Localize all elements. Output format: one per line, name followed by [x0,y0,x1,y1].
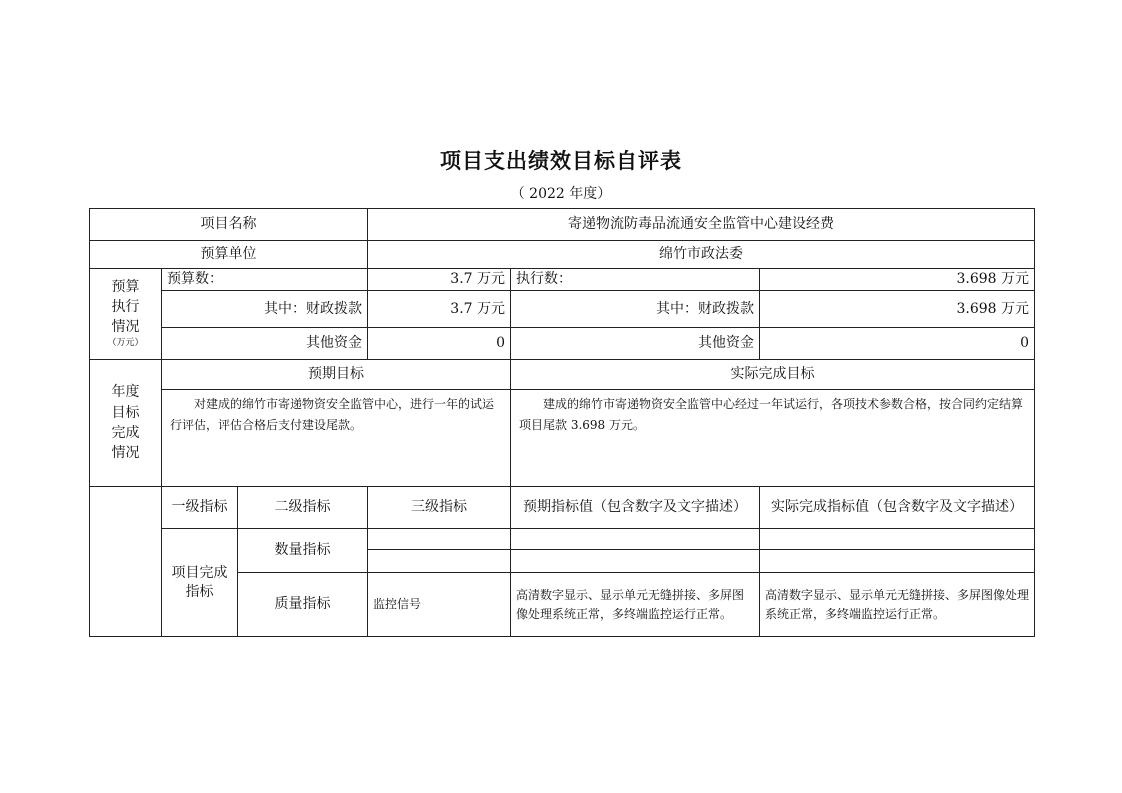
fiscal-exec-label: 其中：财政拨款 [511,291,760,328]
actual-goal-header: 实际完成目标 [511,360,1035,390]
quantity-l3-row1 [368,529,511,550]
other-exec-value: 0 [760,328,1035,360]
other-exec-label: 其他资金 [511,328,760,360]
budget-unit-value: 绵竹市政法委 [368,241,1035,269]
indicator-header-level1: 一级指标 [162,487,238,529]
quantity-actual-row2 [760,550,1035,573]
fiscal-budget-value: 3.7 万元 [368,291,511,328]
quality-l3-value: 监控信号 [368,573,511,637]
indicator-quality: 质量指标 [238,573,368,637]
exec-amount-value: 3.698 万元 [760,269,1035,291]
budget-amount-value: 3.7 万元 [368,269,511,291]
project-name-label: 项目名称 [90,209,368,241]
actual-goal-text: 建成的绵竹市寄递物资安全监管中心经过一年试运行，各项技术参数合格，按合同约定结算项目尾款 3.698 万元。 [511,390,1035,487]
goals-section-line: 年度 [111,384,140,401]
indicator-level1: 项目完成指标 [162,529,238,637]
performance-table [89,208,1035,637]
indicator-header-level2: 二级指标 [238,487,368,529]
indicator-header-expected: 预期指标值（包含数字及文字描述） [511,487,760,529]
indicator-quantity: 数量指标 [238,529,368,573]
page-title: 项目支出绩效目标自评表 [440,149,682,173]
budget-unit-label: 预算单位 [90,241,368,269]
quantity-l3-row2 [368,550,511,573]
other-budget-label: 其他资金 [162,328,368,360]
quality-actual-value: 高清数字显示、显示单元无缝拼接、多屏图像处理系统正常，多终端监控运行正常。 [760,573,1035,637]
exec-amount-label: 执行数： [511,269,760,291]
quantity-actual-row1 [760,529,1035,550]
budget-section-label [90,269,162,360]
quantity-expected-row1 [511,529,760,550]
expected-goal-text: 对建成的绵竹市寄递物资安全监管中心，进行一年的试运行评估，评估合格后支付建设尾款。 [162,390,511,487]
project-name-value: 寄递物流防毒品流通安全监管中心建设经费 [368,209,1035,241]
budget-section-line: 情况 [111,318,140,335]
budget-section-line: 预算 [111,279,140,296]
budget-section-unit: （万元） [107,338,144,349]
year-label: （ 2022 年度） [510,186,612,202]
indicators-section-label [90,487,162,637]
indicator-header-actual: 实际完成指标值（包含数字及文字描述） [760,487,1035,529]
other-budget-value: 0 [368,328,511,360]
goals-section-line: 情况 [111,445,140,462]
budget-section-line: 执行 [111,298,140,315]
goals-section-line: 完成 [111,425,140,441]
goals-section-label [90,360,162,487]
expected-goal-header: 预期目标 [162,360,511,390]
quantity-expected-row2 [511,550,760,573]
fiscal-exec-value: 3.698 万元 [760,291,1035,328]
goals-section-line: 目标 [111,404,140,421]
indicator-header-level3: 三级指标 [368,487,511,529]
budget-amount-label: 预算数： [162,269,368,291]
quality-expected-value: 高清数字显示、显示单元无缝拼接、多屏图像处理系统正常，多终端监控运行正常。 [511,573,760,637]
fiscal-budget-label: 其中：财政拨款 [162,291,368,328]
